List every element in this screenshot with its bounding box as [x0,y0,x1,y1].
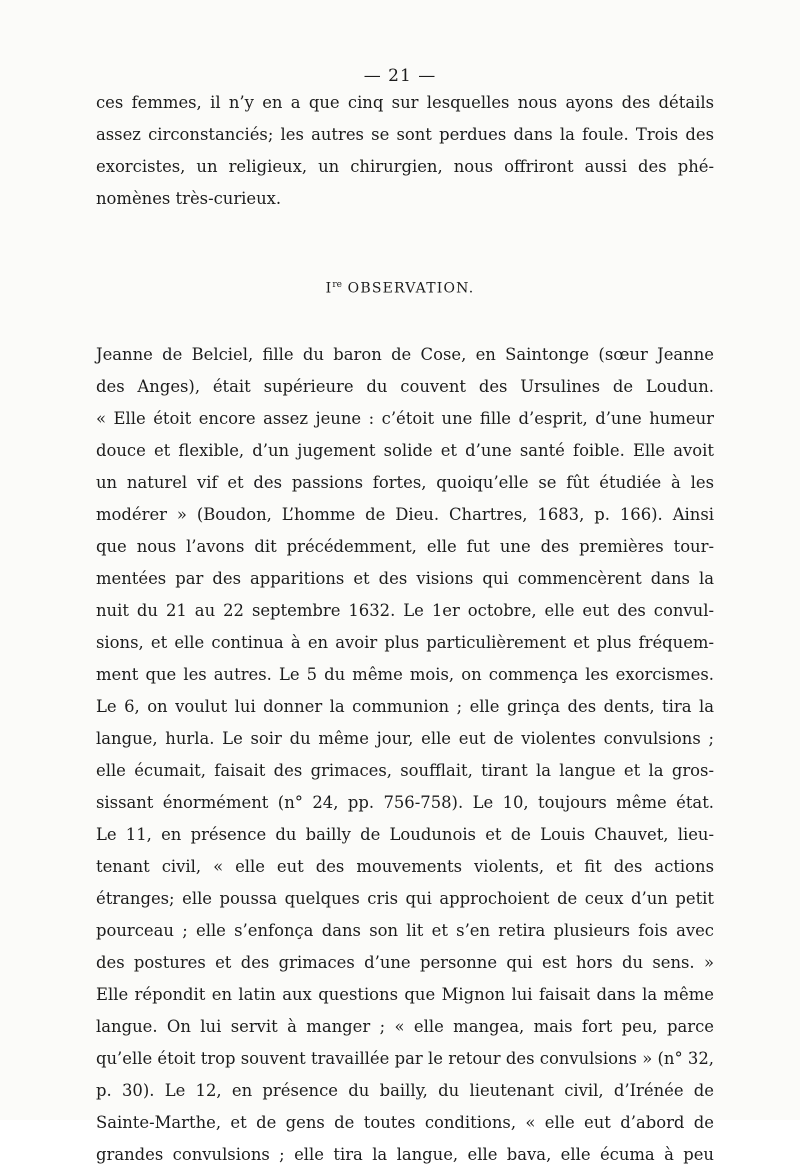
text-line: que nous l’avons dit précédemment, elle fut une des premières tour- [96,537,714,556]
text-line: exorcistes, un religieux, un chirurgien, nous offriront aussi des phé- [96,157,714,176]
text-line: Jeanne de Belciel, fille du baron de Cose, en Saintonge (sœur Jeanne [96,345,714,364]
text-line: langue. On lui servit à manger ; « elle mangea, mais fort peu, parce [96,1017,714,1036]
text-line: modérer » (Boudon, L’homme de Dieu. Chartres, 1683, p. 166). Ainsi [96,505,714,524]
text-line: ment que les autres. Le 5 du même mois, on commença les exorcismes. [96,665,714,684]
intro-paragraph [96,87,714,215]
observation-paragraph [96,339,714,1171]
text-line: langue, hurla. Le soir du même jour, elle eut de violentes convulsions ; [96,729,714,748]
text-line: douce et flexible, d’un jugement solide et d’une santé foible. Elle avoit [96,441,714,460]
text-line: étranges; elle poussa quelques cris qui approchoient de ceux d’un petit [96,889,714,908]
text-line: Le 6, on voulut lui donner la communion ; elle grinça des dents, tira la [96,697,714,716]
heading-title: OBSERVATION. [342,280,475,297]
text-line: nuit du 21 au 22 septembre 1632. Le 1er octobre, elle eut des convul- [96,601,714,620]
text-line: sissant énormément (n° 24, pp. 756-758). Le 10, toujours même état. [96,793,714,812]
section-heading [0,280,800,297]
heading-number: I [325,280,333,297]
text-line: mentées par des apparitions et des visions qui commencèrent dans la [96,569,714,588]
text-line: des postures et des grimaces d’une personne qui est hors du sens. » [96,953,714,972]
text-line: tenant civil, « elle eut des mouvements violents, et fit des actions [96,857,714,876]
text-line: qu’elle étoit trop souvent travaillée par le retour des convulsions » (n° 32, [96,1049,714,1068]
text-line: p. 30). Le 12, en présence du bailly, du lieutenant civil, d’Irénée de [96,1081,714,1100]
text-line: grandes convulsions ; elle tira la langue, elle bava, elle écuma à peu [96,1145,714,1164]
text-line: des Anges), était supérieure du couvent des Ursulines de Loudun. [96,377,714,396]
text-line: sions, et elle continua à en avoir plus particulièrement et plus fréquem- [96,633,714,652]
text-line: Sainte-Marthe, et de gens de toutes conditions, « elle eut d’abord de [96,1113,714,1132]
text-line: nomènes très-curieux. [96,189,282,208]
text-line: elle écumait, faisait des grimaces, soufflait, tirant la langue et la gros- [96,761,714,780]
text-line: Le 11, en présence du bailly de Loudunois et de Louis Chauvet, lieu- [96,825,714,844]
text-line: pourceau ; elle s’enfonça dans son lit et s’en retira plusieurs fois avec [96,921,714,940]
text-line: Elle répondit en latin aux questions que Mignon lui faisait dans la même [96,985,714,1004]
text-line: un naturel vif et des passions fortes, quoiqu’elle se fût étudiée à les [96,473,714,492]
text-line: ces femmes, il n’y en a que cinq sur lesquelles nous ayons des détails [96,93,714,112]
heading-superscript: re [332,280,343,290]
text-line: « Elle étoit encore assez jeune : c’étoit une fille d’esprit, d’une humeur [96,409,714,428]
page-number: — 21 — [363,66,437,86]
text-line: assez circonstanciés; les autres se sont perdues dans la foule. Trois des [96,125,714,144]
